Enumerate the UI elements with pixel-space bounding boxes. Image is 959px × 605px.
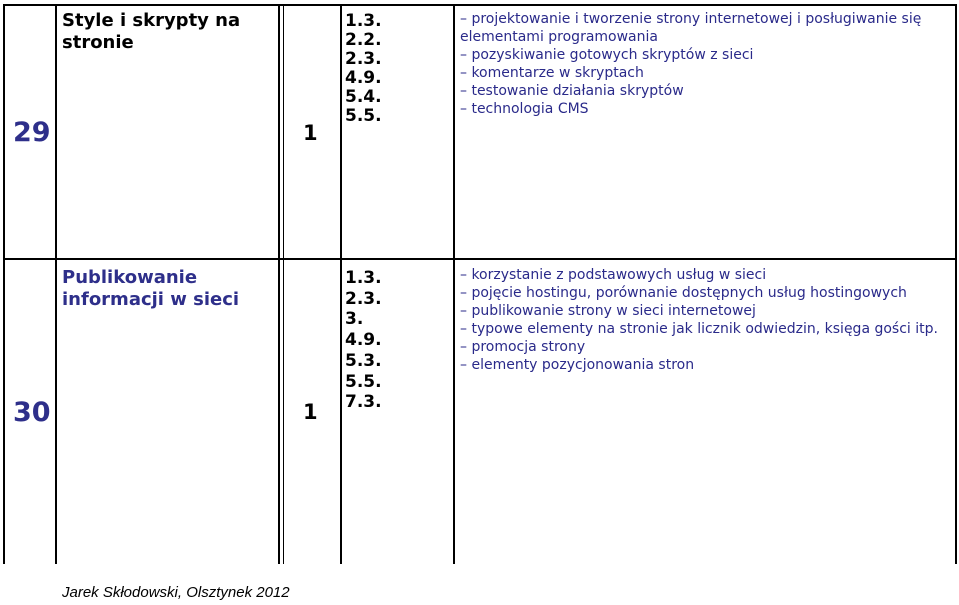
code-item: 4.9. — [345, 330, 382, 351]
list-item: – publikowanie strony w sieci internetowej — [460, 303, 756, 319]
code-item: 7.3. — [345, 392, 382, 413]
table-border-right — [955, 4, 957, 564]
lesson-title: Style i skrypty na stronie — [62, 10, 241, 53]
code-item: 3. — [345, 309, 364, 330]
footer-author: Jarek Skłodowski, Olsztynek 2012 — [62, 584, 290, 601]
code-item: 2.2. — [345, 30, 382, 50]
list-item: – elementy pozycjonowania stron — [460, 357, 695, 373]
list-item: elementami programowania — [460, 29, 658, 45]
code-item: 1.3. — [345, 11, 382, 31]
table-divider-title-b — [283, 4, 284, 564]
curriculum-codes — [345, 268, 382, 413]
list-item: – technologia CMS — [460, 101, 589, 117]
code-item: 2.3. — [345, 49, 382, 69]
code-item: 5.5. — [345, 106, 382, 126]
list-item: – pojęcie hostingu, porównanie dostępnych usług hostingowych — [460, 285, 907, 301]
list-item: – pozyskiwanie gotowych skryptów z sieci — [460, 47, 754, 63]
lesson-title: Publikowanie informacji w sieci — [62, 267, 240, 310]
lesson-number: 29 — [13, 117, 51, 148]
lesson-number: 30 — [13, 397, 51, 428]
list-item: – promocja strony — [460, 339, 586, 355]
list-item: – typowe elementy na stronie jak licznik odwiedzin, księga gości itp. — [460, 321, 938, 337]
table-divider-title-a — [278, 4, 280, 564]
table-divider-hours — [340, 4, 342, 564]
curriculum-codes — [345, 12, 382, 126]
table-divider-codes — [453, 4, 455, 564]
content-list — [460, 266, 938, 374]
code-item: 5.5. — [345, 371, 382, 392]
list-item: – korzystanie z podstawowych usług w sieci — [460, 267, 767, 283]
code-item: 2.3. — [345, 288, 382, 309]
lesson-hours: 1 — [303, 400, 318, 424]
list-item: – komentarze w skryptach — [460, 65, 644, 81]
table-row-separator — [3, 258, 957, 260]
code-item: 5.3. — [345, 350, 382, 371]
table-border-left — [3, 4, 5, 564]
table-border-top — [3, 4, 957, 6]
code-item: 1.3. — [345, 268, 382, 288]
lesson-hours: 1 — [303, 121, 318, 145]
table-divider-number — [55, 4, 57, 564]
code-item: 4.9. — [345, 68, 382, 88]
code-item: 5.4. — [345, 87, 382, 107]
list-item: – projektowanie i tworzenie strony internetowej i posługiwanie się — [460, 11, 922, 27]
list-item: – testowanie działania skryptów — [460, 83, 684, 99]
content-list — [460, 10, 921, 118]
